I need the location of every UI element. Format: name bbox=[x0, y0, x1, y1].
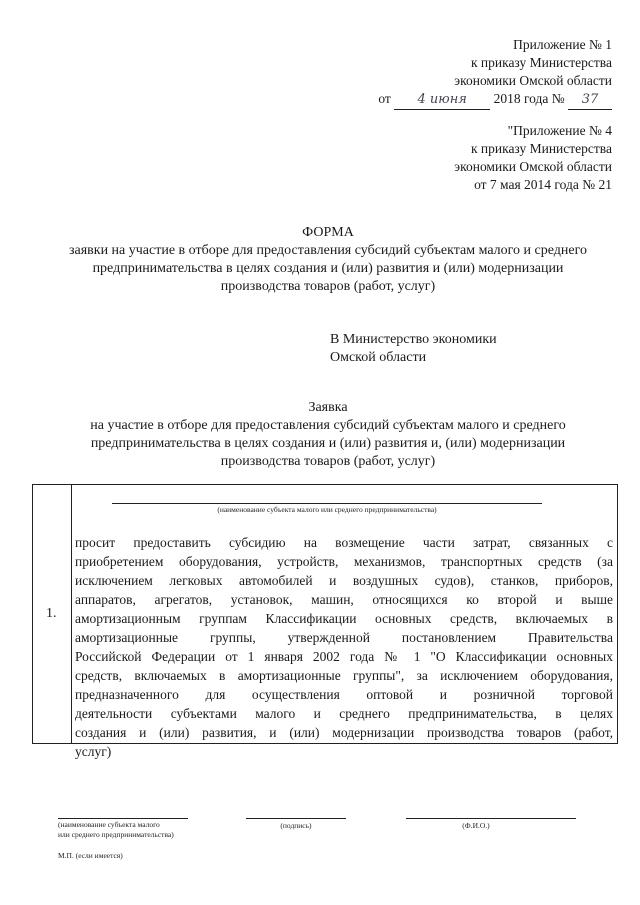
appendix1-ministry: экономики Омской области bbox=[454, 73, 612, 88]
entity-name-caption: (наименование субъекта малого или среднего предпринимательства) bbox=[217, 505, 437, 514]
application-title: Заявка bbox=[308, 400, 348, 415]
date-handwritten: 4 июня bbox=[394, 91, 490, 110]
appendix1-date-line bbox=[312, 90, 612, 110]
entity-signature-line bbox=[58, 818, 188, 819]
body-text-line: Российской Федерации от 1 января 2002 года № 1 "О Классификации основных bbox=[75, 649, 613, 664]
form-subtitle-line2: предпринимательства в целях создания и (или) развития и (или) модернизации bbox=[92, 261, 564, 276]
appendix4-order: к приказу Министерства bbox=[470, 141, 612, 156]
addressee bbox=[330, 331, 590, 367]
application-line1: на участие в отборе для предоставления субсидий субъектам малого и среднего bbox=[90, 418, 566, 433]
row-number: 1. bbox=[46, 606, 57, 621]
name-line bbox=[406, 818, 576, 819]
date-prefix: от bbox=[378, 91, 391, 106]
appendix4-title: "Приложение № 4 bbox=[507, 123, 612, 138]
body-text-line: услуг) bbox=[75, 744, 112, 759]
appendix4-ministry: экономики Омской области bbox=[454, 159, 612, 174]
signature-line bbox=[246, 818, 346, 819]
number-handwritten: 37 bbox=[568, 91, 612, 110]
appendix1-order: к приказу Министерства bbox=[470, 55, 612, 70]
form-subtitle-line1: заявки на участие в отборе для предоставления субсидий субъектам малого и среднего bbox=[68, 243, 588, 258]
entity-caption-line1: (наименование субъекта малого bbox=[58, 820, 160, 829]
content-cell bbox=[72, 485, 617, 759]
appendix4-block bbox=[312, 122, 612, 194]
form-title: ФОРМА bbox=[302, 225, 354, 240]
body-text-line: амортизационным группам Классификации основных средств, включаемых в bbox=[75, 611, 613, 626]
body-text-line: деятельности субъектами малого и среднего предпринимательства, в целях bbox=[75, 706, 613, 721]
application-line2: предпринимательства в целях создания и (или) развития и, (или) модернизации bbox=[90, 436, 566, 451]
application-table bbox=[32, 484, 618, 759]
year-text: 2018 года № bbox=[493, 91, 565, 106]
form-header bbox=[20, 224, 636, 296]
application-body-text bbox=[75, 533, 613, 761]
application-header bbox=[20, 399, 636, 471]
name-caption: (Ф.И.О.) bbox=[462, 821, 490, 830]
signature-caption: (подпись) bbox=[280, 821, 312, 830]
body-text-line: просит предоставить субсидию на возмещение части затрат, связанных с bbox=[75, 535, 613, 550]
body-text-line: аппаратов, агрегатов, установок, машин, относящихся ко второй и выше bbox=[75, 592, 613, 607]
application-line3: производства товаров (работ, услуг) bbox=[220, 454, 436, 469]
row-number-cell bbox=[33, 485, 72, 743]
seal-caption: М.П. (если имеется) bbox=[58, 851, 123, 860]
entity-name-line bbox=[112, 503, 542, 504]
addressee-line2: Омской области bbox=[330, 350, 427, 365]
addressee-line1: В Министерство экономики bbox=[330, 332, 497, 347]
body-text-line: приобретением оборудования, устройств, механизмов, транспортных средств (за bbox=[75, 554, 613, 569]
body-text-line: создания и (или) развития, и (или) модернизации производства товаров (работ, bbox=[75, 725, 613, 740]
appendix1-block bbox=[312, 36, 612, 110]
body-text-line: амортизационные группы, утвержденной постановлением Правительства bbox=[75, 630, 613, 645]
appendix4-date: от 7 мая 2014 года № 21 bbox=[474, 177, 612, 192]
entity-caption-line2: или среднего предпринимательства) bbox=[58, 830, 174, 839]
form-subtitle-line3: производства товаров (работ, услуг) bbox=[220, 279, 436, 294]
body-text-line: исключением легковых автомобилей и воздушных судов), станков, приборов, bbox=[75, 573, 613, 588]
appendix1-title: Приложение № 1 bbox=[513, 37, 612, 52]
body-text-line: средств, включаемых в амортизационные группы", за исключением оборудования, bbox=[75, 668, 613, 683]
entity-caption bbox=[58, 820, 238, 840]
body-text-line: предназначенного для осуществления оптовой и розничной торговой bbox=[75, 687, 613, 702]
